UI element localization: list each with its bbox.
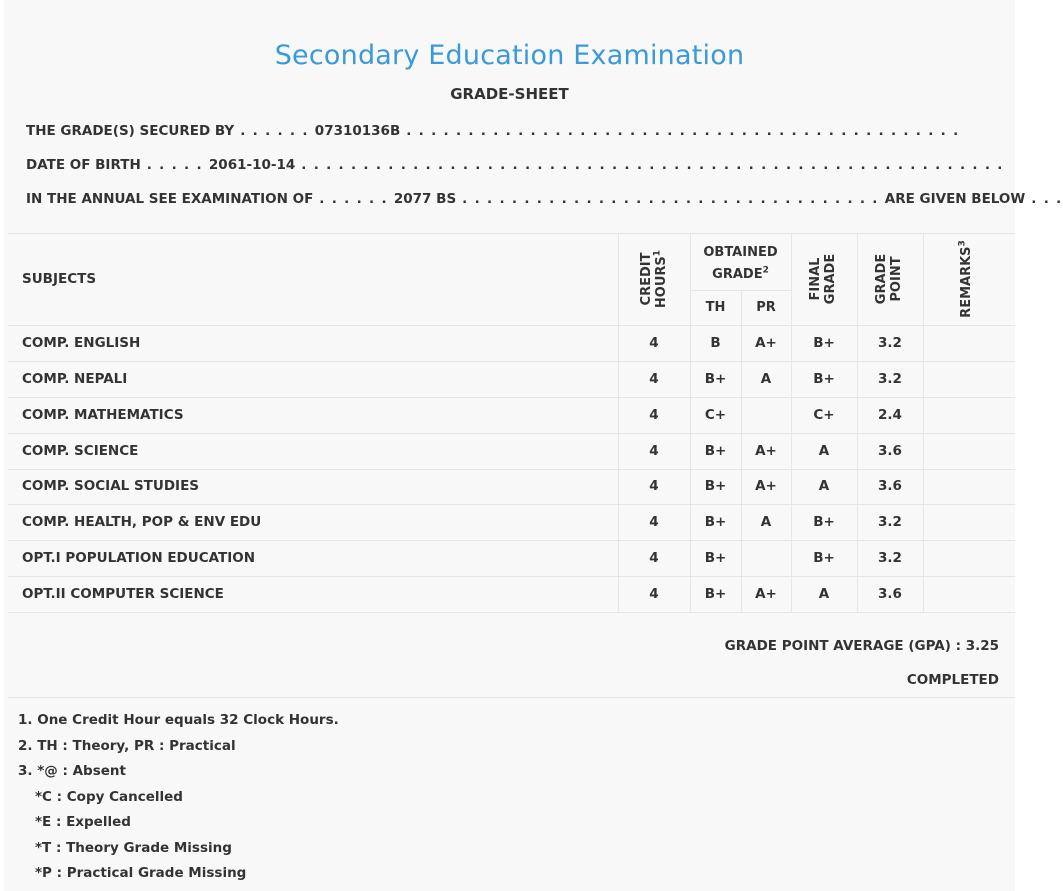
- exam-year: 2077 BS: [393, 191, 457, 207]
- th-grade: B+: [704, 478, 727, 494]
- result-status: COMPLETED: [906, 672, 999, 688]
- dob-label: DATE OF BIRTH: [26, 157, 141, 173]
- gpa-line: [725, 638, 999, 654]
- credit-hours: 4: [649, 514, 659, 530]
- grade-point-header: GRADE POINT: [874, 253, 904, 305]
- subject-name: COMP. MATHEMATICS: [22, 407, 184, 423]
- th-grade: B+: [704, 443, 727, 459]
- row-divider: [8, 397, 1015, 398]
- credit-hours-header: CREDIT HOURS$^1$: [639, 249, 669, 309]
- footnote: 2. TH : Theory, PR : Practical: [18, 738, 236, 754]
- pr-header: PR: [756, 300, 776, 315]
- final-grade: B+: [813, 371, 835, 387]
- dob-line: DATE OF BIRTH . . . . . 2061-10-14 . . . . . . . . . . . . . . . . . . . . . . . . . . . . . . . . . . . . . . . . . . . . . . . . . . . . . . . . .: [26, 157, 1004, 173]
- exam-label: IN THE ANNUAL SEE EXAMINATION OF: [26, 191, 314, 207]
- grade-point: 3.2: [878, 550, 902, 566]
- credit-hours: 4: [649, 478, 659, 494]
- grade-point: 3.6: [878, 586, 902, 602]
- final-grade: A: [818, 443, 830, 459]
- secured-by-label: THE GRADE(S) SECURED BY: [26, 123, 235, 139]
- final-grade: A: [818, 478, 830, 494]
- remarks-header: REMARKS$^3$: [957, 240, 974, 318]
- row-divider: [8, 469, 1015, 470]
- summary-divider: [8, 697, 1015, 698]
- footnote: 1. One Credit Hour equals 32 Clock Hours.: [18, 712, 339, 728]
- row-divider: [8, 504, 1015, 505]
- final-grade: B+: [813, 550, 835, 566]
- symbol-number: 07310136B: [314, 123, 401, 139]
- final-grade-header: FINAL GRADE: [808, 253, 838, 305]
- pr-grade: A+: [755, 443, 777, 459]
- th-grade: B+: [704, 550, 727, 566]
- grade-point: 3.2: [878, 514, 902, 530]
- subject-name: OPT.II COMPUTER SCIENCE: [22, 586, 224, 602]
- table-bottom-border: [8, 612, 1015, 613]
- final-grade: B+: [813, 335, 835, 351]
- gpa-value: 3.25: [965, 638, 999, 654]
- credit-hours: 4: [649, 550, 659, 566]
- grade-point: 3.2: [878, 335, 902, 351]
- row-divider: [8, 361, 1015, 362]
- th-header: TH: [705, 300, 726, 315]
- credit-hours: 4: [649, 586, 659, 602]
- footnote: *T : Theory Grade Missing: [35, 840, 232, 856]
- final-grade: A: [818, 586, 830, 602]
- row-divider: [8, 576, 1015, 577]
- subject-name: COMP. ENGLISH: [22, 335, 141, 351]
- th-grade: C+: [704, 407, 727, 423]
- pr-grade: A+: [755, 586, 777, 602]
- subjects-header: SUBJECTS: [22, 271, 97, 287]
- subject-name: COMP. HEALTH, POP & ENV EDU: [22, 514, 262, 530]
- row-divider: [8, 433, 1015, 434]
- grade-point: 3.6: [878, 443, 902, 459]
- pr-grade: A+: [755, 478, 777, 494]
- credit-hours: 4: [649, 371, 659, 387]
- grade-point: 2.4: [878, 407, 902, 423]
- pr-grade: A: [760, 514, 772, 530]
- secured-by-line: THE GRADE(S) SECURED BY . . . . . . 07310136B . . . . . . . . . . . . . . . . . . . . . . . . . . . . . . . . . . . . . . . . . . . . .: [26, 123, 960, 139]
- table-top-border: [8, 233, 1015, 234]
- grade-point: 3.2: [878, 371, 902, 387]
- grade-point: 3.6: [878, 478, 902, 494]
- footnote: *P : Practical Grade Missing: [35, 865, 247, 881]
- gpa-label: GRADE POINT AVERAGE (GPA) :: [724, 638, 961, 654]
- header-bottom-border: [8, 325, 1015, 326]
- credit-hours: 4: [649, 443, 659, 459]
- exam-line: IN THE ANNUAL SEE EXAMINATION OF . . . . . . 2077 BS . . . . . . . . . . . . . . . . . . . . . . . . . . . . . . . . . . ARE GIVEN BELOW . . .: [26, 191, 1063, 207]
- obtained-grade-header: OBTAINED GRADE$^2$: [703, 245, 778, 282]
- obtained-grade-divider: [690, 290, 791, 291]
- th-grade: B: [710, 335, 721, 351]
- pr-grade: A+: [755, 335, 777, 351]
- th-grade: B+: [704, 586, 727, 602]
- column-divider: [923, 233, 924, 612]
- credit-hours: 4: [649, 335, 659, 351]
- footnote: *C : Copy Cancelled: [35, 789, 183, 805]
- subject-name: COMP. NEPALI: [22, 371, 128, 387]
- th-grade: B+: [704, 514, 727, 530]
- exam-title: Secondary Education Examination: [274, 40, 745, 71]
- sheet-subtitle: GRADE-SHEET: [450, 85, 569, 103]
- final-grade: B+: [813, 514, 835, 530]
- footnote: 3. *@ : Absent: [18, 763, 126, 779]
- given-below: ARE GIVEN BELOW: [884, 191, 1026, 207]
- grade-sheet: [4, 0, 1063, 891]
- subject-name: OPT.I POPULATION EDUCATION: [22, 550, 256, 566]
- subject-name: COMP. SCIENCE: [22, 443, 139, 459]
- th-grade: B+: [704, 371, 727, 387]
- dob-value: 2061-10-14: [208, 157, 296, 173]
- subject-name: COMP. SOCIAL STUDIES: [22, 478, 200, 494]
- credit-hours: 4: [649, 407, 659, 423]
- pr-grade: A: [760, 371, 772, 387]
- row-divider: [8, 540, 1015, 541]
- final-grade: C+: [813, 407, 835, 423]
- footnote: *E : Expelled: [35, 814, 131, 830]
